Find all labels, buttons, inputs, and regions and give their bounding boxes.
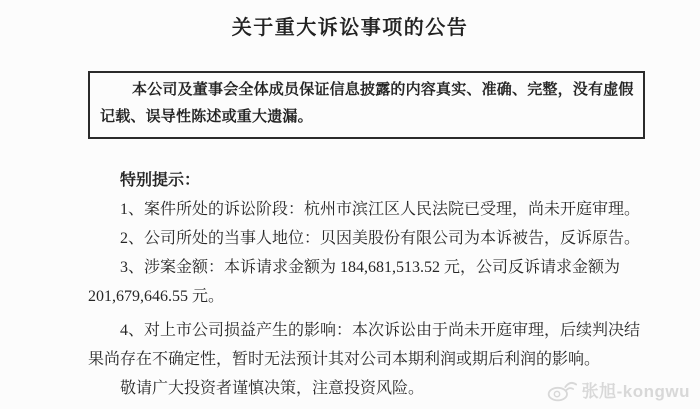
watermark xyxy=(547,377,690,402)
body-line-litigation-stage: 1、案件所处的诉讼阶段：杭州市滨江区人民法院已受理，尚未开庭审理。 xyxy=(120,201,641,218)
body-line-amount-counterclaim: 201,679,646.55 元。 xyxy=(88,288,225,305)
document-body xyxy=(88,166,700,403)
document-title: 关于重大诉讼事项的公告 xyxy=(231,17,469,39)
disclaimer-box xyxy=(88,71,645,139)
weibo-logo-icon xyxy=(547,377,577,402)
watermark-text: 张旭-kongwu xyxy=(581,382,690,401)
body-line-investor-notice: 敬请广大投资者谨慎决策，注意投资风险。 xyxy=(120,380,425,397)
body-line-party-status: 2、公司所处的当事人地位：贝因美股份有限公司为本诉被告，反诉原告。 xyxy=(120,230,641,247)
body-line-impact-continued: 果尚存在不确定性，暂时无法预计其对公司本期利润或期后利润的影响。 xyxy=(88,351,601,368)
disclaimer-line: 本公司及董事会全体成员保证信息披露的内容真实、准确、完整，没有虚假 xyxy=(132,82,634,98)
body-line-impact: 4、对上市公司损益产生的影响：本次诉讼由于尚未开庭审理，后续判决结 xyxy=(120,322,641,339)
special-notice-heading: 特别提示： xyxy=(120,172,201,189)
disclaimer-line: 记载、误导性陈述或重大遗漏。 xyxy=(100,109,313,125)
body-line-amount-claim: 3、涉案金额：本诉请求金额为 184,681,513.52 元，公司反诉请求金额为 xyxy=(120,259,621,276)
